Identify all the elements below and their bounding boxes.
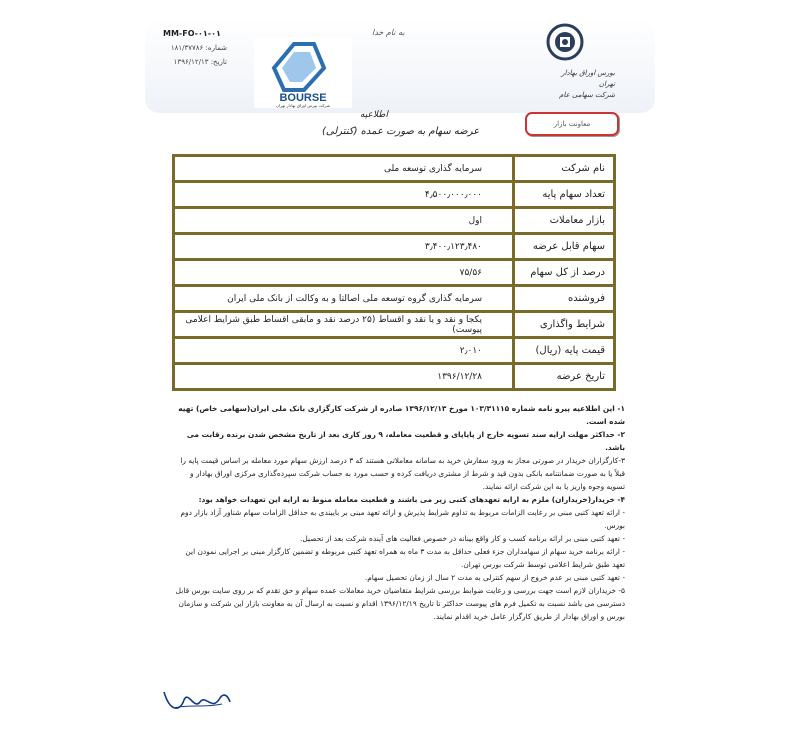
table-row: [174, 182, 615, 208]
organization-name: [545, 68, 615, 101]
table-row: [174, 208, 615, 234]
table-row: [174, 364, 615, 390]
row-label: بازار معاملات: [514, 208, 615, 234]
department-stamp: معاونت بازار: [525, 112, 619, 136]
signature-image: [160, 682, 232, 722]
note-4-item-1: - ارائه تعهد کتبی مبنی بر رعایت الزامات مربوط به تداوم شرایط پذیرش و ارائه تعهد مبنی بر بایبندی به حداقل الزامات سهام شناور آزاد بازار دوم بورس.: [180, 508, 625, 530]
letter-date: [174, 56, 227, 68]
row-label: قیمت پایه (ریال): [514, 338, 615, 364]
notes-section: [175, 402, 625, 623]
table-row: [174, 156, 615, 182]
offering-details-table: [172, 154, 616, 391]
row-value: یکجا و نقد و یا نقد و اقساط (۲۵ درصد نقد و مابقی اقساط طبق شرایط اعلامی پیوست): [174, 312, 514, 338]
table-row: [174, 338, 615, 364]
number-label: شماره:: [205, 44, 227, 52]
row-value: ۴٫۵۰۰٫۰۰۰٫۰۰۰: [174, 182, 514, 208]
bourse-logo: [254, 38, 352, 108]
row-label: تاریخ عرضه: [514, 364, 615, 390]
table-row: [174, 260, 615, 286]
notice-subtitle: عرضه سهام به صورت عمده (کنترلی): [322, 126, 480, 137]
note-5: ۵- خریداران لازم است جهت بررسی و رعایت ضوابط بررسی شرایط متقاضیان خرید معاملات عمده سهام و حق تقدم که بر روی سایت بورس قابل دسترسی می باشد نسبت به تکمیل فرم های پیوست حداکثر تا تاریخ ۱۳۹۶/۱۲/۱۹ اقدام و نسبت به ارسال آن به معاونت بازار این شرکت و سازمان بورس و اوراق بهادار از طریق کارگزار عامل خرید اقدام نمایند.: [175, 586, 625, 621]
note-4-item-4: - تعهد کتبی مبنی بر عدم خروج از سهم کنترلی به مدت ۲ سال از زمان تحصیل سهام.: [364, 573, 625, 582]
bourse-logo-text: BOURSE: [279, 92, 327, 104]
row-label: نام شرکت: [514, 156, 615, 182]
date-value: ۱۳۹۶/۱۲/۱۳: [173, 58, 209, 66]
row-label: فروشنده: [514, 286, 615, 312]
row-value: ۲٫۰۱۰: [174, 338, 514, 364]
row-value: اول: [174, 208, 514, 234]
document-code: MM-FO-۰۱-۰۱: [163, 29, 221, 38]
note-4-item-2: - تعهد کتبی مبنی بر ارائه برنامه کسب و کار واقع بینانه در خصوص فعالیت های آینده شرکت بعد از تحصیل.: [300, 534, 625, 543]
row-value: سرمایه گذاری گروه توسعه ملی اصالتا و به وکالت از بانک ملی ایران: [174, 286, 514, 312]
letter-number: [171, 42, 227, 54]
note-2: ۲- حداکثر مهلت ارایه سند تسویه خارج از پایاپای و قطعیت معامله، ۹ روز کاری بعد از تاریخ مشخص شدن برنده رقابت می باشد.: [186, 430, 625, 452]
note-1: ۱- این اطلاعیه پیرو نامه شماره ۱۰۳/۳۱۱۱۵ مورخ ۱۳۹۶/۱۲/۱۳ صادره از شرکت کارگزاری بانک ملی ایران(سهامی خاص) تهیه شده است.: [178, 404, 625, 426]
row-label: سهام قابل عرضه: [514, 234, 615, 260]
exchange-seal-icon: [545, 22, 585, 64]
bourse-logo-caption: شرکت بورس اوراق بهادار تهران: [276, 103, 330, 108]
row-value: سرمایه گذاری توسعه ملی: [174, 156, 514, 182]
basmala: به نام خدا: [372, 28, 405, 37]
row-label: شرایط واگذاری: [514, 312, 615, 338]
table-row: [174, 286, 615, 312]
number-value: ۱۸۱/۳۷۷۸۶: [170, 44, 204, 52]
row-label: تعداد سهام پایه: [514, 182, 615, 208]
table-row: [174, 234, 615, 260]
organization-name-line1: بورس اوراق بهادار تهران: [561, 69, 615, 88]
date-label: تاریخ:: [210, 58, 227, 66]
notice-title: اطلاعیه: [360, 110, 388, 120]
organization-name-line2: شرکت سهامی عام: [559, 91, 615, 99]
row-value: ۷۵/۵۶: [174, 260, 514, 286]
row-value: ۳٫۴۰۰٫۱۲۳٫۴۸۰: [174, 234, 514, 260]
note-4: ۴- خریدار(خریداران) ملزم به ارایه تعهدهای کتبی زیر می باشند و قطعیت معامله منوط به ارایه این تعهدات خواهد بود:: [198, 495, 625, 504]
note-3: ۳-کارگزاران خریدار در صورتی مجاز به ورود سفارش خرید به سامانه معاملاتی هستند که ۳ درصد ارزش سهام مورد معامله بر اساس قیمت پایه را قبلاً یا به صورت ضمانتنامه بانکی بدون قید و شرط از مشتری دریافت کرده و حسب مورد به حساب شرکت سپرده‌گذاری مرکزی اوراق بهادار و تسویه وجوه واریز یا به این شرکت ارائه نمایند.: [180, 456, 625, 491]
row-label: درصد از کل سهام: [514, 260, 615, 286]
table-row: [174, 312, 615, 338]
note-4-item-3: - ارائه برنامه خرید سهام از سهامداران جزء فعلی حداقل به مدت ۳ ماه به همراه تعهد کتبی مربوطه و تضمین کارگزار مبنی بر اجرایی نمودن این تعهد طبق شرایط اعلامی توسط شرکت بورس تهران.: [185, 547, 625, 569]
row-value: ۱۳۹۶/۱۲/۲۸: [174, 364, 514, 390]
